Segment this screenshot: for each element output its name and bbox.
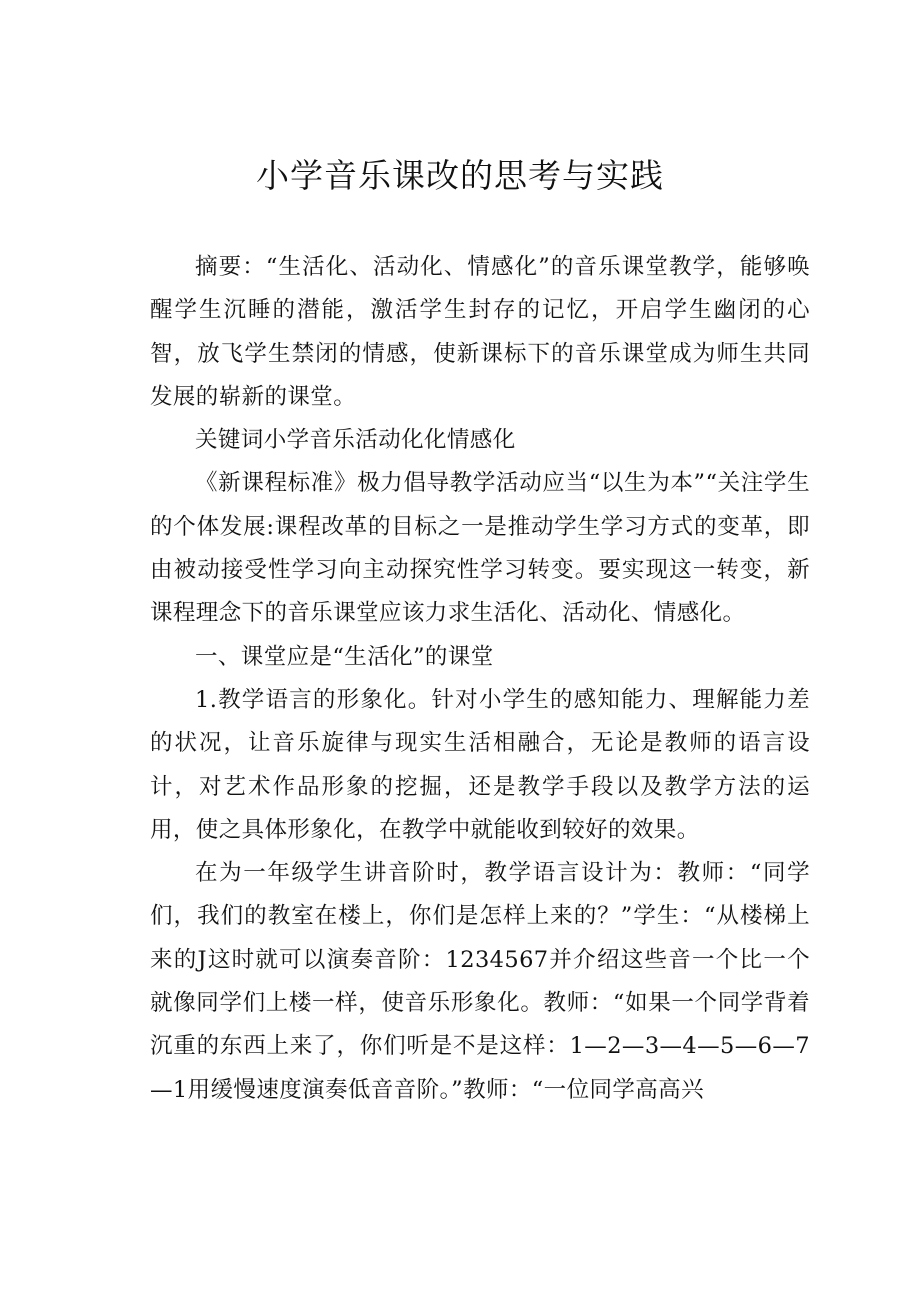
section-heading: 一、课堂应是“生活化”的课堂 (195, 643, 494, 670)
keywords-paragraph: 关键词小学音乐活动化化情感化 (195, 427, 516, 454)
document-body (150, 246, 810, 1112)
intro-paragraph: 《新课程标准》极力倡导教学活动应当“以生为本”“关注学生的个体发展:课程改革的目标之一是推动学生学习方式的变革，即由被动接受性学习向主动探究性学习转变。要实现这一转变，新课程理念下的音乐课堂应该力求生活化、活动化、情感化。 (150, 470, 810, 627)
example-paragraph: 在为一年级学生讲音阶时，教学语言设计为：教师：“同学们，我们的教室在楼上，你们是怎样上来的？”学生：“从楼梯上来的J这时就可以演奏音阶：1234567并介绍这些音一个比一个就像同学们上楼一样，使音乐形象化。教师：“如果一个同学背着沉重的东西上来了，你们听是不是这样：1—2—3—4—5—6—7—1用缓慢速度演奏低音音阶。”教师：“一位同学高高兴 (150, 860, 810, 1103)
document-title: 小学音乐课改的思考与实践 (256, 156, 664, 195)
subsection-paragraph: 1.教学语言的形象化。针对小学生的感知能力、理解能力差的状况，让音乐旋律与现实生活相融合，无论是教师的语言设计，对艺术作品形象的挖掘，还是教学手段以及教学方法的运用，使之具体形象化，在教学中就能收到较好的效果。 (150, 686, 810, 843)
abstract-paragraph: 摘要：“生活化、活动化、情感化”的音乐课堂教学，能够唤醒学生沉睡的潜能，激活学生封存的记忆，开启学生幽闭的心智，放飞学生禁闭的情感，使新课标下的音乐课堂成为师生共同发展的崭新的课堂。 (150, 254, 810, 410)
